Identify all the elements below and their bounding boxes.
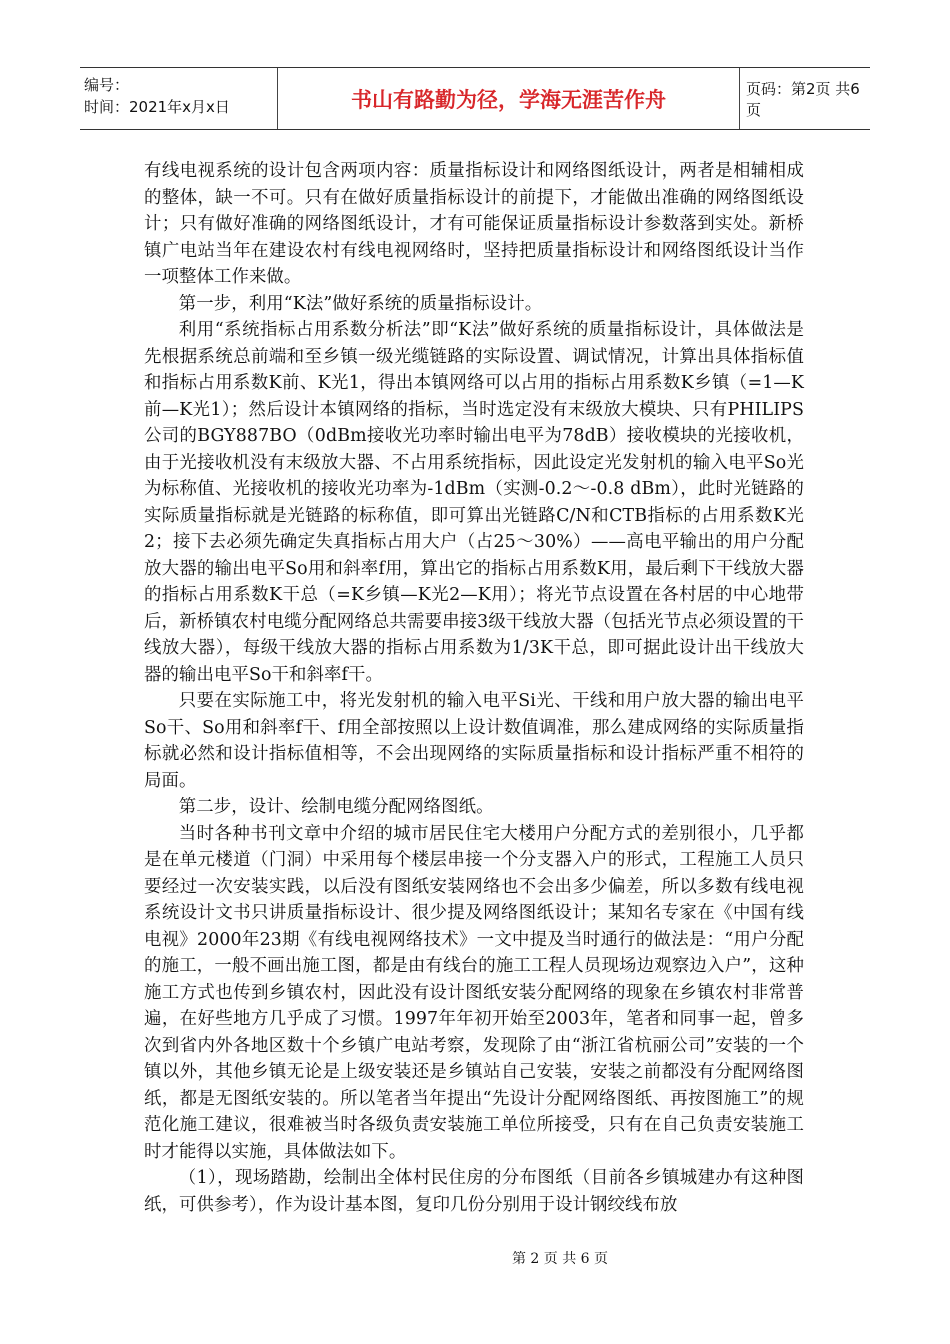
body-paragraph: 当时各种书刊文章中介绍的城市居民住宅大楼用户分配方式的差别很小，几乎都是在单元楼道（门洞）中采用每个楼层串接一个分支器入户的形式，工程施工人员只要经过一次安装实践，以后没有图纸安装网络也不会出多少偏差，所以多数有线电视系统设计文书只讲质量指标设计、很少提及网络图纸设计；某知名专家在《中国有线电视》2000年23期《有线电视网络技术》一文中提及当时通行的做法是：“用户分配的施工，一般不画出施工图，都是由有线台的施工工程人员现场边观察边入户”，这种施工方式也传到乡镇农村，因此没有设计图纸安装分配网络的现象在乡镇农村非常普遍，在好些地方几乎成了习惯。1997年年初开始至2003年，笔者和同事一起，曾多次到省内外各地区数十个乡镇广电站考察，发现除了由“浙江省杭丽公司”安装的一个镇以外，其他乡镇无论是上级安装还是乡镇站自己安装，安装之前都没有分配网络图纸，都是无图纸安装的。所以笔者当年提出“先设计分配网络图纸、再按图施工”的规范化施工建议，很难被当时各级负责安装施工单位所接受，只有在自己负责安装施工时才能得以实施，具体做法如下。 [144, 823, 804, 1162]
document-body [144, 158, 804, 1218]
step-one-heading: 第一步，利用“K法”做好系统的质量指标设计。 [178, 293, 543, 314]
page-header [80, 67, 870, 130]
doc-number-label: 编号： [84, 76, 130, 94]
page-footer: 第 2 页 共 6 页 [511, 1251, 609, 1267]
header-page-number: 页码：第2页 共6页 [746, 79, 860, 119]
step-two-heading: 第二步，设计、绘制电缆分配网络图纸。 [178, 797, 494, 817]
body-paragraph: 有线电视系统的设计包含两项内容：质量指标设计和网络图纸设计，两者是相辅相成的整体，缺一不可。只有在做好质量指标设计的前提下，才能做出准确的网络图纸设计；只有做好准确的网络图纸设计，才有可能保证质量指标设计参数落到实处。新桥镇广电站当年在建设农村有线电视网络时，坚持把质量指标设计和网络图纸设计当作一项整体工作来做。 [144, 161, 804, 287]
body-paragraph: 只要在实际施工中，将光发射机的输入电平Si光、干线和用户放大器的输出电平So干、So用和斜率f干、f用全部按照以上设计数值调准，那么建成网络的实际质量指标就必然和设计指标值相等，不会出现网络的实际质量指标和设计指标严重不相符的局面。 [144, 691, 804, 791]
body-paragraph: （1），现场踏勘，绘制出全体村民住房的分布图纸（目前各乡镇城建办有这种图纸，可供参考），作为设计基本图，复印几份分别用于设计钢绞线布放 [144, 1168, 804, 1215]
header-meta [80, 68, 278, 129]
doc-time-label: 时间：2021年x月x日 [84, 98, 230, 116]
body-paragraph: 利用“系统指标占用系数分析法”即“K法”做好系统的质量指标设计，具体做法是先根据系统总前端和至乡镇一级光缆链路的实际设置、调试情况，计算出具体指标值和指标占用系数K前、K光1，得出本镇网络可以占用的指标占用系数K乡镇（=1—K前—K光1）；然后设计本镇网络的指标，当时选定没有末级放大模块、只有PHILIPS公司的BGY887BO（0dBm接收光功率时输出电平为78dB）接收模块的光接收机，由于光接收机没有末级放大器、不占用系统指标，因此设定光发射机的输入电平So光为标称值、光接收机的接收光功率为-1dBm（实测-0.2～-0.8 dBm），此时光链路的实际质量指标就是光链路的标称值，即可算出光链路C/N和CTB指标的占用系数K光2；接下去必须先确定失真指标占用大户（占25～30%）——高电平输出的用户分配放大器的输出电平So用和斜率f用，算出它的指标占用系数K用，最后剩下干线放大器的指标占用系数K干总（=K乡镇—K光2—K用）；将光节点设置在各村居的中心地带后，新桥镇农村电缆分配网络总共需要串接3级干线放大器（包括光节点必须设置的干线放大器），每级干线放大器的指标占用系数为1/3K干总，即可据此设计出干线放大器的输出电平So干和斜率f干。 [144, 320, 804, 685]
header-motto: 书山有路勤为径，学海无涯苦作舟 [278, 68, 740, 129]
